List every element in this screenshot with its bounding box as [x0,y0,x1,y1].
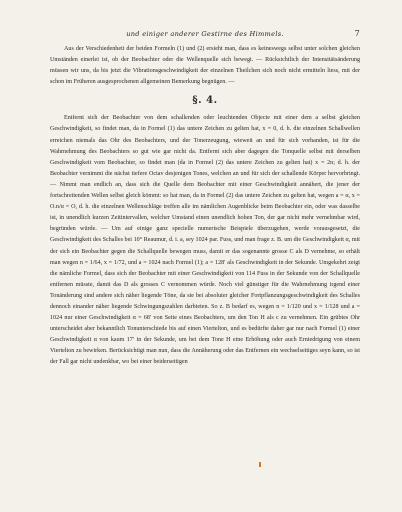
running-title: und einiger anderer Gestirne des Himmels. [126,30,284,38]
ink-mark [259,462,261,467]
intro-paragraph: Aus der Verschiedenheit der beiden Formeln (1) und (2) ersieht man, dass es keineswegs selbst unter solchen gleichen Umständen einerlei ist, ob der Beobachter oder die Wellenquelle sich bewegt. — Rücksichtlich der Intensitätsänderung müssen wir uns, da bis jetzt die Vibrationsgeschwindigkeit der einzelnen Theilchen sich noch nicht ermitteln liess, mit der schon im Früheren ausgesprochenen allgemeinen Bemerkung begnügen. — [50,46,360,86]
section-paragraph: Entfernt sich der Beobachter von dem schallenden oder leuchtenden Objecte mit einer dem a selbst gleichen Geschwindigkeit, so findet man, da in Formel (1) das untere Zeichen zu gelten hat, x = 0, d. h. die einzelnen Schallwellen erreichen niemals das Ohr des Beobachters, und der Tonerzeugung, wieweit an und für sich vorhanden, ist für die Wahrnehmung des Beobachters so gut wie gar nicht da. Entfernt sich aber dagegen die Tonquelle selbst mit derselben Geschwindigkeit vom Beobachter, so findet man (da in Formel (2) das untere Zeichen zu gelten hat) x = 2n; d. h. der Beobachter vernimmt die nächst tiefere Octav desjenigen Tones, welchen an und für sich der schallende Körper hervorbringt. — Nimmt man endlich an, dass sich die Quelle dem Beobachter mit einer Geschwindigkeit annähert, die jener der fortschreitenden Wellen selbst gleich kömmt: so hat man, da in Formel (2) das untere Zeichen zu gelten hat, wegen a = α, x = O.n/α = O, d. h. die einzelnen Wellenschläge treffen alle im nämlichen Augenblicke beim Beobachter ein, oder was dasselbe ist, in unendlich kurzen Zeitintervallen, welcher Umstand einen unendlich hohen Ton, der gar nicht mehr vernehmbar wird, begründen würde. — Um auf einige ganz specielle numerische Beispiele überzugehen, werde vorausgesetzt, die Geschwindigkeit des Schalles bei 10° Reaumur, d. i. a, sey 1024 par. Fuss, und man frage z. B. um die Geschwindigkeit α, mit der sich ein Beobachter gegen die Schallquelle bewegen muss, damit er das sogenannte grosse C als D vernehme, so erhält man wegen n = 1/64, x = 1/72, und a = 1024 nach Formel (1); a = 128′ als Geschwindigkeit in der Sekunde. Umgekehrt zeigt die nämliche Formel, dass sich der Beobachter mit einer Geschwindigkeit von 114 Fuss in der Sekunde von der Schallquelle entfernen müsste, damit das D als grosses C vernommen würde. Noch viel günstiger für die Wahrnehmung irgend einer Tonänderung sind andere sich näher liegende Töne, da sie bei absoluter gleicher Fortpflanzungsgeschwindigkeit des Schalles dennoch einander näher liegende Schwingungszahlen darbieten. So z. B bedarf es, wegen n = 1/120 und x = 1/128 und a = 1024 nur einer Geschwindigkeit α = 68′ von Seite eines Beobachters, um den Ton H als c zu vernehmen. Ein grübtes Ohr unterscheidet aber bekanntlich Tonunterschiede bis auf einen Viertelton, und es bedürfte daher gar nur nach Formel (1) einer Geschwindigkeit α von kaum 17′ in der Sekunde, um bei dem Tone H eine Erhöhung oder auch Erniedrigung von einem Viertelton zu bewirken. Berücksichtigt man nun, dass die Annäherung oder das Entfernen ein wechselseitiges seyn kann, so ist der Fall gar nicht undenkbar, wo bei einer beiderseitigen [50,115,360,366]
running-head [50,30,360,44]
section-heading: §. 4. [192,95,218,107]
page-number: 7 [354,29,360,38]
